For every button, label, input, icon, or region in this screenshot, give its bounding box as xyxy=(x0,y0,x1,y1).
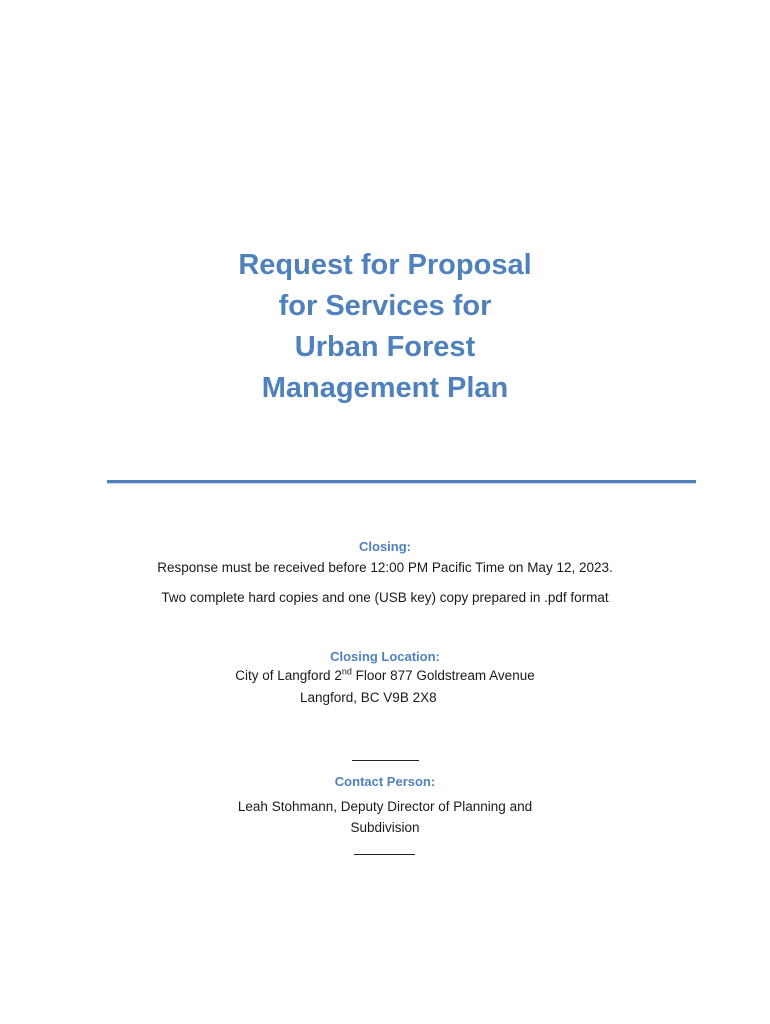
contact-bottom-rule xyxy=(354,854,415,855)
contact-person-heading: Contact Person: xyxy=(334,774,436,789)
title-line-1: Request for Proposal xyxy=(238,249,532,281)
address-suffix: Floor 877 Goldstream Avenue xyxy=(351,668,535,683)
closing-heading: Closing: xyxy=(359,539,411,554)
title-divider xyxy=(107,480,696,483)
closing-copies-text: Two complete hard copies and one (USB key) copy prepared in .pdf format xyxy=(161,590,609,605)
closing-location-city: Langford, BC V9B 2X8 xyxy=(300,690,437,705)
address-superscript: nd xyxy=(341,666,352,677)
document-title xyxy=(0,245,770,409)
closing-location-address xyxy=(0,668,770,683)
contact-person-title-cont: Subdivision xyxy=(350,820,420,835)
closing-deadline-text: Response must be received before 12:00 PM Pacific Time on May 12, 2023. xyxy=(157,560,613,575)
address-prefix: City of Langford 2 xyxy=(235,668,342,683)
title-line-4: Management Plan xyxy=(261,372,509,404)
contact-top-rule xyxy=(352,760,419,761)
contact-person-name: Leah Stohmann, Deputy Director of Planning and xyxy=(237,799,533,814)
title-line-2: for Services for xyxy=(278,290,492,322)
title-line-3: Urban Forest xyxy=(294,331,476,363)
closing-location-heading: Closing Location: xyxy=(330,649,440,664)
